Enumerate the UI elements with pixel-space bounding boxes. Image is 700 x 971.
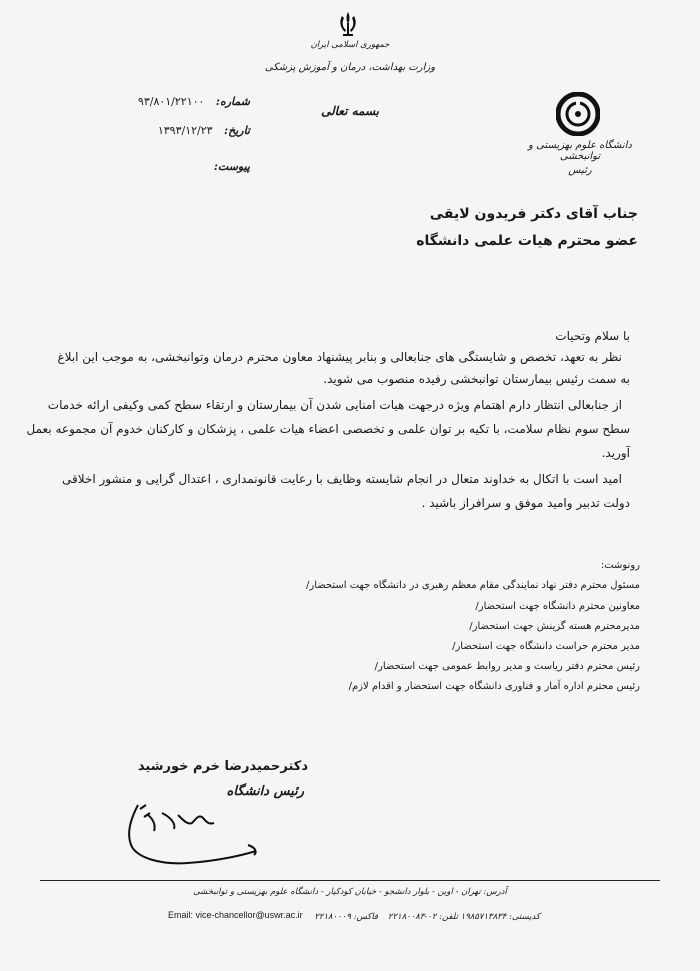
body-line: به سمت رئیس بیمارستان توانبخشی رفیده منصوب می شوید. [323,372,630,386]
ref-number-value: ۹۳/۸۰۱/۲۲۱۰۰ [137,95,205,108]
ref-date-value: ۱۳۹۳/۱۲/۲۳ [157,124,213,137]
ref-number-label: شماره: [215,95,250,108]
signer-name: دکترحمیدرضا خرم خورشید [137,759,308,774]
republic-label: جمهوری اسلامی ایران [310,40,390,50]
cc-item: مسئول محترم دفتر نهاد نمایندگی مقام معظم رهبری در دانشگاه جهت استحضار/ [306,580,640,591]
cc-item: رئیس محترم اداره آمار و فناوری دانشگاه جهت استحضار و اقدام لازم/ [348,681,640,692]
ref-attachment-label: پیوست: [213,160,250,173]
university-name: دانشگاه علوم بهزیستی و توانبخشی [528,140,632,162]
ref-number-row [80,95,250,108]
body-line: نظر به تعهد، تخصص و شایستگی های جنابعالی و بنابر پیشنهاد معاون محترم درمان وتوانبخشی، به موجب این ابلاغ [57,350,622,364]
cc-item: رئیس محترم دفتر ریاست و مدیر روابط عمومی جهت استحضار/ [374,661,640,672]
handwritten-signature [118,795,268,875]
cc-title: رونوشت: [600,560,640,571]
cc-item: معاونین محترم دانشگاه جهت استحضار/ [475,601,640,612]
footer-email: Email: vice-chancellor@uswr.ac.ir [168,910,303,920]
ref-date-row [80,124,250,137]
body-line: از جنابعالی انتظار دارم اهتمام ویژه درجهت هیات امنایی شدن آن بیمارستان و ارتقاء سطح کمی وکیفی ارائه خدمات [47,398,622,412]
cc-item: مدیر محترم حراست دانشگاه جهت استحضار/ [452,641,640,652]
cc-item: مدیرمحترم هسته گزینش جهت استحضار/ [469,621,640,632]
university-logo-icon [556,92,600,136]
footer-divider [40,880,660,881]
body-line: سطح سوم نظام سلامت، با تکیه بر توان علمی و تخصصی اعضاء هیات علمی ، پزشکان و کارکنان خدوم آن مجموعه بعمل [26,422,630,436]
addressee-position: عضو محترم هیات علمی دانشگاه [416,233,638,249]
footer-address: آدرس: تهران - اوین - بلوار دانشجو - خیابان کودکیار - دانشگاه علوم بهزیستی و توانبخشی [193,887,507,897]
iran-emblem-icon [336,10,360,38]
body-line: دولت تدبیر وامید موفق و سرافراز باشید . [421,496,630,510]
footer-postal-phone: کدپستی: ۱۹۸۵۷۱۳۸۳۴ تلفن: ۰۲-۲۲۱۸۰۰۸۳ [387,912,540,922]
addressee-name: جناب آقای دکتر فریدون لایقی [429,206,638,222]
ref-attachment-row [80,160,250,173]
footer-fax: فاکس: ۲۲۱۸۰۰۰۹ [314,912,378,922]
signer-title: رئیس دانشگاه [226,784,304,799]
ministry-label: وزارت بهداشت، درمان و آموزش پزشکی [264,62,436,73]
university-role: رئیس [568,165,592,176]
bismillah-heading: بسمه تعالی [320,104,380,118]
greeting: با سلام وتحیات [555,329,630,343]
body-line: امید است با اتکال به خداوند متعال در انجام شایسته وظایف با رعایت قانونمداری ، اعتدال گرایی و منشور اخلاقی [62,472,622,486]
body-line: آورید. [601,446,630,460]
ref-date-label: تاریخ: [224,124,250,137]
